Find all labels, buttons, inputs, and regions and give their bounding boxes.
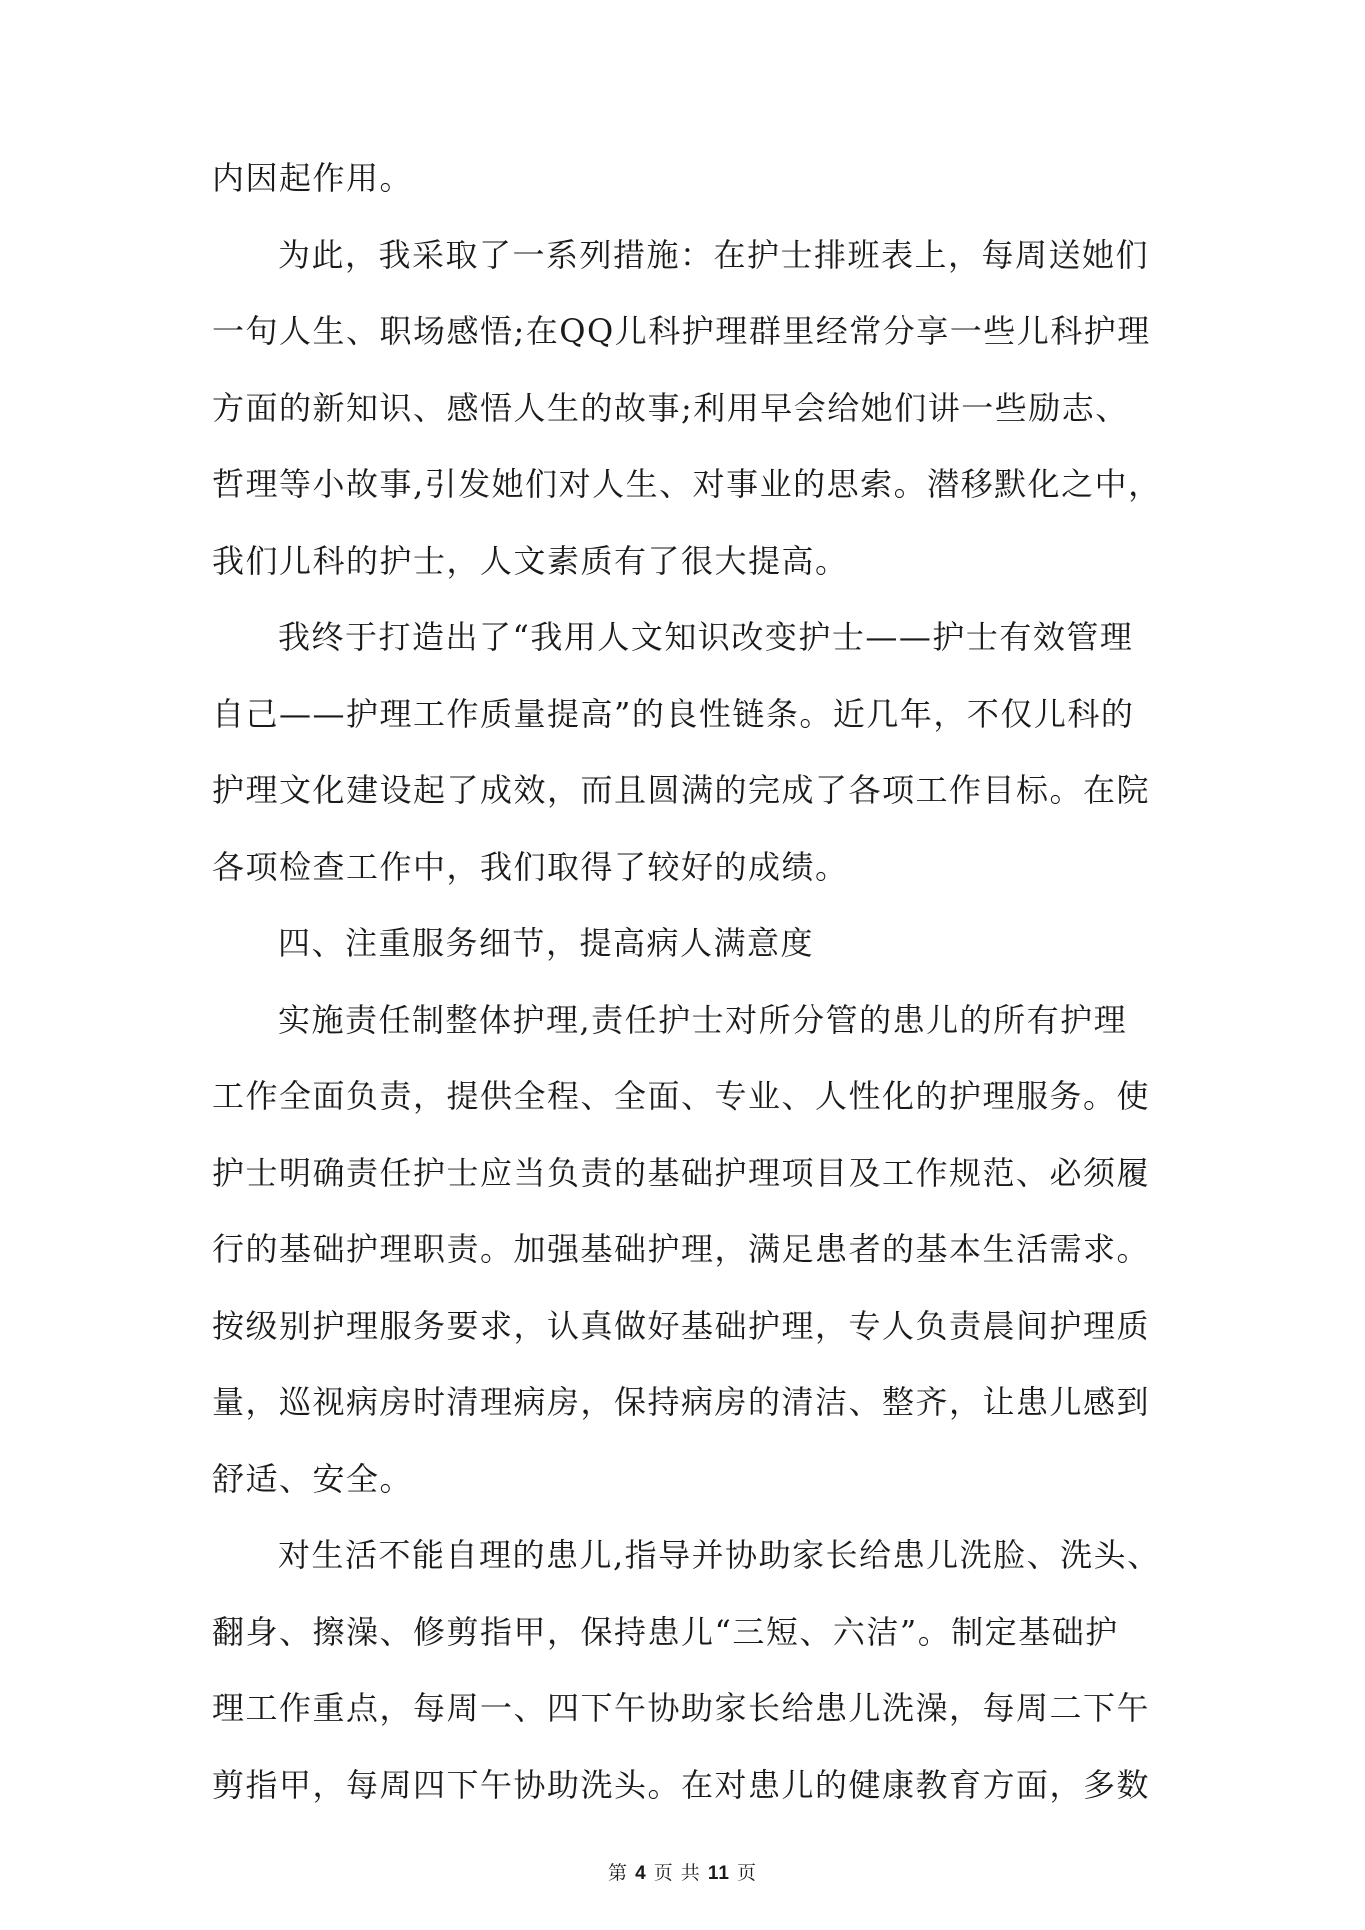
text-line: 行的基础护理职责。加强基础护理，满足患者的基本生活需求。 bbox=[212, 1230, 1151, 1268]
footer-prefix: 第 bbox=[608, 1862, 629, 1884]
text-line: 按级别护理服务要求，认真做好基础护理，专人负责晨间护理质 bbox=[212, 1306, 1151, 1345]
text-line: 护理文化建设起了成效，而且圆满的完成了各项工作目标。在院 bbox=[212, 771, 1151, 809]
text-line: 对生活不能自理的患儿,指导并协助家长给患儿洗脸、洗头、 bbox=[278, 1536, 1161, 1574]
footer-middle: 页 共 bbox=[653, 1862, 701, 1884]
text-line: 舒适、安全。 bbox=[212, 1459, 414, 1498]
text-line: 自己——护理工作质量提高”的良性链条。近几年，不仅儿科的 bbox=[212, 694, 1135, 733]
text-line: 剪指甲，每周四下午协助洗头。在对患儿的健康教育方面，多数 bbox=[212, 1765, 1151, 1804]
text-line: 我终于打造出了“我用人文知识改变护士——护士有效管理 bbox=[278, 618, 1134, 656]
text-line: 我们儿科的护士，人文素质有了很大提高。 bbox=[212, 541, 849, 580]
text-line: 各项检查工作中，我们取得了较好的成绩。 bbox=[212, 847, 849, 886]
document-body bbox=[212, 140, 1182, 1823]
page-footer bbox=[0, 1858, 1365, 1885]
text-line: 护士明确责任护士应当负责的基础护理项目及工作规范、必须履 bbox=[212, 1153, 1151, 1192]
current-page-number: 4 bbox=[635, 1863, 647, 1884]
text-line: 为此，我采取了一系列措施：在护士排班表上，每周送她们 bbox=[278, 235, 1150, 274]
text-line: 方面的新知识、感悟人生的故事;利用早会给她们讲一些励志、 bbox=[212, 388, 1129, 427]
text-line: 量，巡视病房时清理病房，保持病房的清洁、整齐，让患儿感到 bbox=[212, 1383, 1151, 1421]
footer-suffix: 页 bbox=[736, 1862, 757, 1884]
total-pages-number: 11 bbox=[707, 1863, 730, 1884]
section-heading: 四、注重服务细节，提高病人满意度 bbox=[278, 924, 815, 962]
text-line: 理工作重点，每周一、四下午协助家长给患儿洗澡，每周二下午 bbox=[212, 1689, 1151, 1727]
text-line: 内因起作用。 bbox=[212, 159, 414, 197]
text-line: 工作全面负责，提供全程、全面、专业、人性化的护理服务。使 bbox=[212, 1077, 1151, 1115]
text-line: 哲理等小故事,引发她们对人生、对事业的思索。潜移默化之中， bbox=[212, 465, 1162, 503]
text-line: 一句人生、职场感悟;在QQ儿科护理群里经常分享一些儿科护理 bbox=[212, 312, 1151, 350]
text-line: 实施责任制整体护理,责任护士对所分管的患儿的所有护理 bbox=[278, 1000, 1128, 1039]
text-line: 翻身、擦澡、修剪指甲，保持患儿“三短、六洁”。制定基础护 bbox=[212, 1612, 1119, 1651]
